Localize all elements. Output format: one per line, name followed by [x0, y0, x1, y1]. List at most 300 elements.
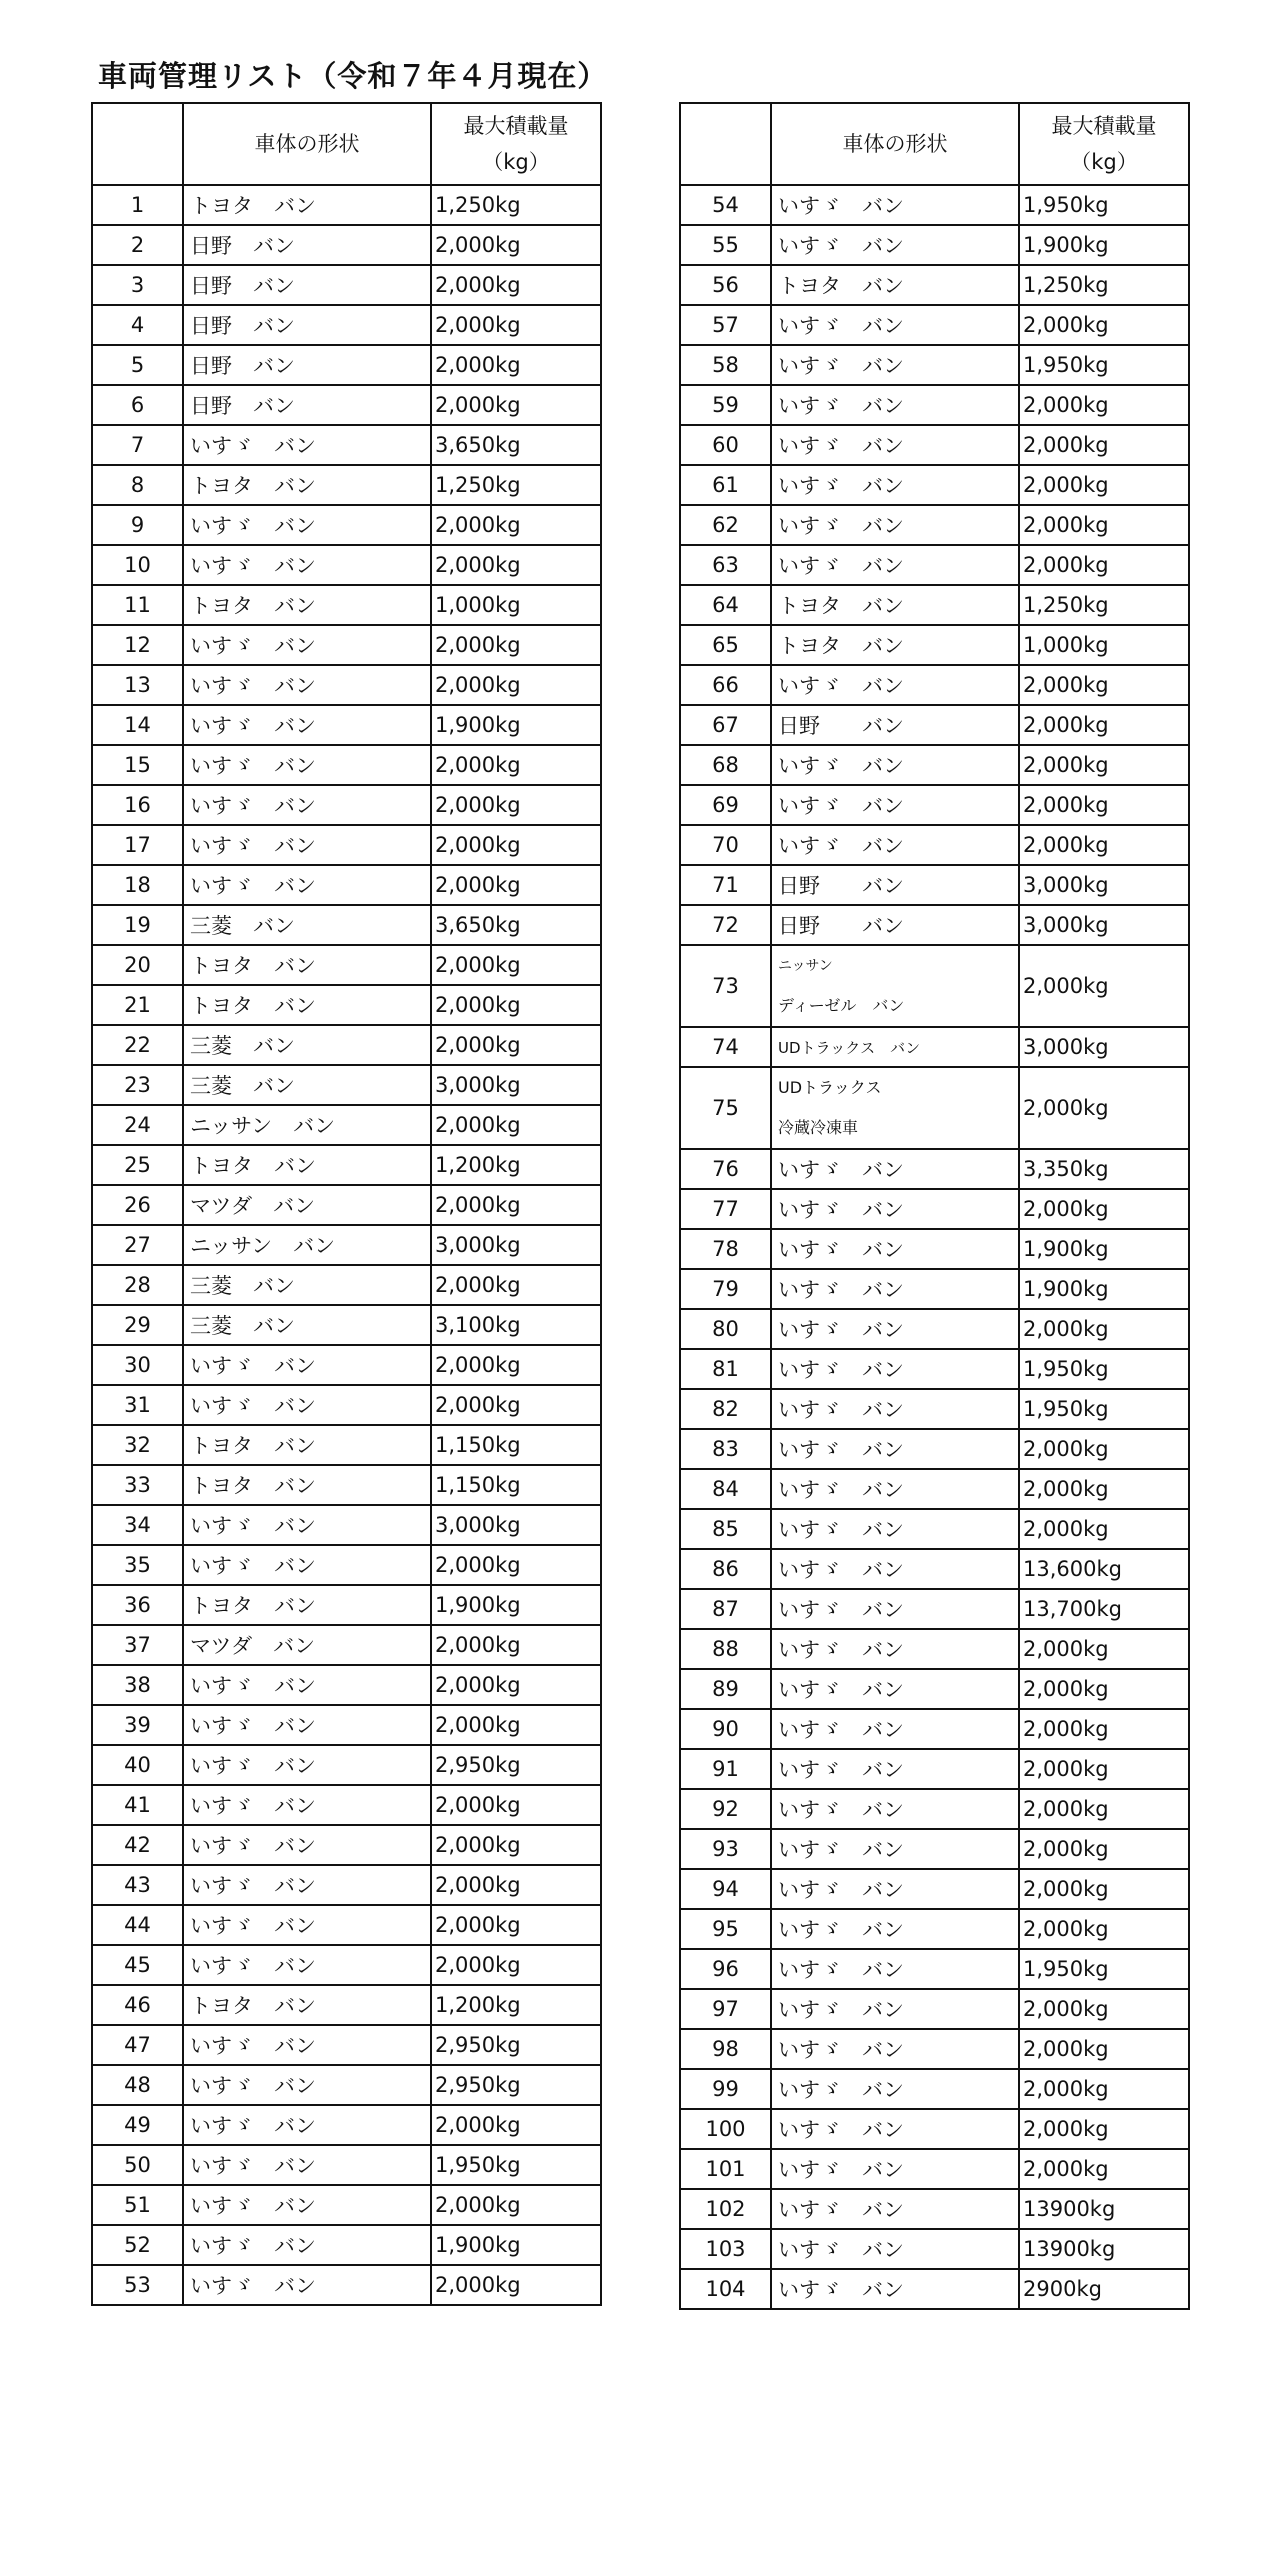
table-row	[680, 225, 1189, 265]
row-number: 42	[92, 1825, 183, 1865]
body-shape-cell: いすゞ バン	[771, 1189, 1019, 1229]
table-row	[92, 1425, 601, 1465]
table-row	[680, 1067, 1189, 1149]
max-load-cell: 1,250kg	[1019, 265, 1189, 305]
max-load-cell: 1,200kg	[431, 1985, 601, 2025]
row-number: 85	[680, 1509, 771, 1549]
max-load-cell: 2,000kg	[431, 2265, 601, 2305]
body-shape-cell: 三菱 バン	[183, 1305, 431, 1345]
table-row	[680, 385, 1189, 425]
max-load-cell: 2,000kg	[1019, 385, 1189, 425]
body-shape-cell: いすゞ バン	[771, 2149, 1019, 2189]
table-row	[680, 1949, 1189, 1989]
row-number: 71	[680, 865, 771, 905]
row-number: 101	[680, 2149, 771, 2189]
body-shape-cell: 日野 バン	[183, 265, 431, 305]
body-shape-cell: いすゞ バン	[771, 2069, 1019, 2109]
max-load-cell: 1,900kg	[1019, 1269, 1189, 1309]
table-row	[92, 1545, 601, 1585]
row-number: 99	[680, 2069, 771, 2109]
table-row	[680, 2269, 1189, 2309]
table-row	[92, 825, 601, 865]
table-row	[680, 1589, 1189, 1629]
max-load-cell: 2,000kg	[431, 1785, 601, 1825]
body-shape-cell: いすゞ バン	[183, 625, 431, 665]
max-load-cell: 2,000kg	[1019, 1469, 1189, 1509]
row-number: 60	[680, 425, 771, 465]
max-load-cell: 2,000kg	[431, 785, 601, 825]
table-row	[92, 345, 601, 385]
max-load-cell: 2,000kg	[1019, 1749, 1189, 1789]
body-shape-cell: 日野 バン	[183, 385, 431, 425]
body-shape-cell: 日野 バン	[183, 305, 431, 345]
row-number: 13	[92, 665, 183, 705]
max-load-cell: 13,600kg	[1019, 1549, 1189, 1589]
row-number: 30	[92, 1345, 183, 1385]
row-number: 76	[680, 1149, 771, 1189]
table-row	[680, 425, 1189, 465]
row-number: 22	[92, 1025, 183, 1065]
max-load-cell: 3,650kg	[431, 905, 601, 945]
body-shape-cell: いすゞ バン	[771, 425, 1019, 465]
table-row	[680, 905, 1189, 945]
body-shape-cell: トヨタ バン	[183, 1465, 431, 1505]
table-row	[92, 1265, 601, 1305]
table-row	[680, 745, 1189, 785]
table-row	[680, 1429, 1189, 1469]
body-shape-cell: いすゞ バン	[771, 1309, 1019, 1349]
body-shape-cell: いすゞ バン	[183, 2065, 431, 2105]
table-row	[680, 625, 1189, 665]
body-shape-cell: 日野 バン	[771, 705, 1019, 745]
table-row	[680, 1909, 1189, 1949]
row-number: 69	[680, 785, 771, 825]
table-row	[680, 1349, 1189, 1389]
max-load-cell: 2,000kg	[1019, 1989, 1189, 2029]
body-shape-cell: いすゞ バン	[771, 1149, 1019, 1189]
max-load-cell: 2,000kg	[431, 1945, 601, 1985]
row-number: 23	[92, 1065, 183, 1105]
row-number: 10	[92, 545, 183, 585]
table-row	[92, 1505, 601, 1545]
max-load-cell: 2,000kg	[431, 745, 601, 785]
table-row	[92, 1585, 601, 1625]
table-row	[680, 2029, 1189, 2069]
table-row	[92, 2265, 601, 2305]
max-load-cell: 2,000kg	[431, 1385, 601, 1425]
table-row	[680, 1269, 1189, 1309]
row-number: 73	[680, 945, 771, 1027]
body-shape-cell: 日野 バン	[771, 865, 1019, 905]
table-row	[680, 785, 1189, 825]
body-shape-line: ニッサン	[778, 958, 833, 974]
max-load-cell: 2,000kg	[1019, 785, 1189, 825]
row-number: 31	[92, 1385, 183, 1425]
max-load-cell: 1,950kg	[1019, 1949, 1189, 1989]
table-row	[92, 545, 601, 585]
body-shape-cell: いすゞ バン	[771, 345, 1019, 385]
body-shape-cell: 日野 バン	[183, 225, 431, 265]
table-row	[680, 1669, 1189, 1709]
body-shape-cell: いすゞ バン	[771, 2229, 1019, 2269]
table-row	[680, 1229, 1189, 1269]
max-load-cell: 1,150kg	[431, 1465, 601, 1505]
row-number: 3	[92, 265, 183, 305]
table-row	[92, 1185, 601, 1225]
table-row	[680, 1749, 1189, 1789]
body-shape-cell: ニッサン バン	[183, 1225, 431, 1265]
row-number: 5	[92, 345, 183, 385]
table-row	[680, 865, 1189, 905]
body-shape-cell: いすゞ バン	[771, 1869, 1019, 1909]
table-row	[92, 865, 601, 905]
row-number: 59	[680, 385, 771, 425]
table-row	[92, 945, 601, 985]
table-row	[92, 425, 601, 465]
body-shape-cell: 三菱 バン	[183, 1265, 431, 1305]
table-row	[680, 1309, 1189, 1349]
row-number: 93	[680, 1829, 771, 1869]
table-row	[680, 1469, 1189, 1509]
row-number: 17	[92, 825, 183, 865]
body-shape-cell: 日野 バン	[183, 345, 431, 385]
table-row	[92, 185, 601, 225]
body-shape-cell: いすゞ バン	[183, 1545, 431, 1585]
row-number: 95	[680, 1909, 771, 1949]
max-load-cell: 2,000kg	[1019, 825, 1189, 865]
row-number: 20	[92, 945, 183, 985]
max-load-cell: 2,000kg	[1019, 1869, 1189, 1909]
row-number: 33	[92, 1465, 183, 1505]
table-row	[92, 2025, 601, 2065]
table-row	[680, 1989, 1189, 2029]
max-load-cell: 13900kg	[1019, 2229, 1189, 2269]
body-shape-cell: いすゞ バン	[771, 1589, 1019, 1629]
body-shape-cell: 三菱 バン	[183, 1065, 431, 1105]
max-load-cell: 13,700kg	[1019, 1589, 1189, 1629]
table-row	[92, 2185, 601, 2225]
table-row	[680, 705, 1189, 745]
table-row	[680, 1869, 1189, 1909]
max-load-cell: 2900kg	[1019, 2269, 1189, 2309]
body-shape-cell: トヨタ バン	[771, 265, 1019, 305]
body-shape-cell: いすゞ バン	[771, 1909, 1019, 1949]
max-load-cell: 2,950kg	[431, 2065, 601, 2105]
table-row	[92, 385, 601, 425]
row-number: 87	[680, 1589, 771, 1629]
max-load-cell: 2,000kg	[1019, 1429, 1189, 1469]
row-number: 90	[680, 1709, 771, 1749]
body-shape-cell: いすゞ バン	[771, 665, 1019, 705]
row-number: 45	[92, 1945, 183, 1985]
row-number: 2	[92, 225, 183, 265]
row-number: 89	[680, 1669, 771, 1709]
row-number: 86	[680, 1549, 771, 1589]
row-number: 6	[92, 385, 183, 425]
row-number: 67	[680, 705, 771, 745]
row-number: 14	[92, 705, 183, 745]
max-load-cell: 2,000kg	[1019, 545, 1189, 585]
row-number: 51	[92, 2185, 183, 2225]
row-number: 98	[680, 2029, 771, 2069]
row-number: 7	[92, 425, 183, 465]
max-load-cell: 2,000kg	[431, 1705, 601, 1745]
body-shape-cell: いすゞ バン	[183, 1905, 431, 1945]
max-load-cell: 2,950kg	[431, 2025, 601, 2065]
max-load-cell: 2,000kg	[431, 865, 601, 905]
table-row	[680, 2149, 1189, 2189]
header-max-load-line2: （kg）	[1070, 150, 1138, 174]
vehicle-table-right	[679, 102, 1190, 2310]
row-number: 48	[92, 2065, 183, 2105]
max-load-cell: 2,000kg	[431, 1825, 601, 1865]
body-shape-cell: いすゞ バン	[183, 2265, 431, 2305]
body-shape-line: UDトラックス	[778, 1078, 882, 1097]
row-number: 77	[680, 1189, 771, 1229]
max-load-cell: 1,900kg	[431, 1585, 601, 1625]
max-load-cell: 1,900kg	[1019, 1229, 1189, 1269]
body-shape-cell: いすゞ バン	[183, 745, 431, 785]
body-shape-cell: トヨタ バン	[183, 945, 431, 985]
table-row	[680, 465, 1189, 505]
body-shape-cell: トヨタ バン	[183, 465, 431, 505]
max-load-cell: 2,950kg	[431, 1745, 601, 1785]
max-load-cell: 1,900kg	[1019, 225, 1189, 265]
table-row	[680, 185, 1189, 225]
table-row	[680, 2069, 1189, 2109]
table-row	[680, 545, 1189, 585]
max-load-cell: 2,000kg	[1019, 1509, 1189, 1549]
max-load-cell: 1,950kg	[1019, 345, 1189, 385]
table-row	[680, 665, 1189, 705]
max-load-cell: 2,000kg	[1019, 425, 1189, 465]
table-row	[92, 1785, 601, 1825]
table-row	[92, 1665, 601, 1705]
row-number: 80	[680, 1309, 771, 1349]
body-shape-cell: いすゞ バン	[183, 1785, 431, 1825]
body-shape-cell: いすゞ バン	[183, 785, 431, 825]
row-number: 52	[92, 2225, 183, 2265]
body-shape-cell: トヨタ バン	[183, 1985, 431, 2025]
max-load-cell: 3,100kg	[431, 1305, 601, 1345]
body-shape-cell: いすゞ バン	[183, 2225, 431, 2265]
table-row	[92, 1025, 601, 1065]
row-number: 78	[680, 1229, 771, 1269]
vehicle-table-left	[91, 102, 602, 2306]
body-shape-cell: いすゞ バン	[771, 225, 1019, 265]
row-number: 50	[92, 2145, 183, 2185]
body-shape-cell: トヨタ バン	[183, 985, 431, 1025]
row-number: 37	[92, 1625, 183, 1665]
body-shape-cell: いすゞ バン	[183, 545, 431, 585]
body-shape-cell: いすゞ バン	[771, 1269, 1019, 1309]
max-load-cell: 2,000kg	[1019, 1909, 1189, 1949]
table-body-left	[92, 185, 601, 2305]
body-shape-cell: いすゞ バン	[771, 1749, 1019, 1789]
table-row	[92, 745, 601, 785]
max-load-cell: 1,950kg	[1019, 1389, 1189, 1429]
table-row	[680, 1629, 1189, 1669]
row-number: 4	[92, 305, 183, 345]
row-number: 43	[92, 1865, 183, 1905]
table-row	[680, 1189, 1189, 1229]
header-max-load	[431, 103, 601, 185]
max-load-cell: 2,000kg	[431, 2185, 601, 2225]
row-number: 65	[680, 625, 771, 665]
body-shape-cell: いすゞ バン	[771, 1629, 1019, 1669]
row-number: 92	[680, 1789, 771, 1829]
table-row	[92, 265, 601, 305]
table-row	[92, 1065, 601, 1105]
row-number: 55	[680, 225, 771, 265]
max-load-cell: 2,000kg	[431, 1265, 601, 1305]
header-max-load-line2: （kg）	[482, 150, 550, 174]
table-body-right	[680, 185, 1189, 2309]
body-shape-cell: いすゞ バン	[183, 2185, 431, 2225]
max-load-cell: 3,000kg	[431, 1065, 601, 1105]
max-load-cell: 2,000kg	[431, 305, 601, 345]
body-shape-cell: トヨタ バン	[771, 585, 1019, 625]
body-shape-cell: いすゞ バン	[771, 1349, 1019, 1389]
row-number: 24	[92, 1105, 183, 1145]
row-number: 18	[92, 865, 183, 905]
max-load-cell: 2,000kg	[431, 1545, 601, 1585]
table-row	[92, 225, 601, 265]
row-number: 9	[92, 505, 183, 545]
table-row	[92, 1305, 601, 1345]
row-number: 72	[680, 905, 771, 945]
table-row	[680, 265, 1189, 305]
table-row	[92, 1825, 601, 1865]
row-number: 88	[680, 1629, 771, 1669]
body-shape-cell: いすゞ バン	[771, 825, 1019, 865]
body-shape-cell: いすゞ バン	[183, 865, 431, 905]
table-row	[680, 1789, 1189, 1829]
table-row	[680, 585, 1189, 625]
max-load-cell: 2,000kg	[431, 385, 601, 425]
header-max-load	[1019, 103, 1189, 185]
body-shape-cell: いすゞ バン	[183, 665, 431, 705]
row-number: 39	[92, 1705, 183, 1745]
body-shape-cell: いすゞ バン	[771, 2109, 1019, 2149]
table-row	[92, 1865, 601, 1905]
row-number: 70	[680, 825, 771, 865]
table-header-row	[92, 103, 601, 185]
max-load-cell: 2,000kg	[1019, 705, 1189, 745]
body-shape-cell: いすゞ バン	[771, 465, 1019, 505]
body-shape-cell: トヨタ バン	[771, 625, 1019, 665]
table-row	[92, 1905, 601, 1945]
max-load-cell: 2,000kg	[431, 625, 601, 665]
body-shape-cell: トヨタ バン	[183, 1425, 431, 1465]
table-header-row	[680, 103, 1189, 185]
body-shape-cell: いすゞ バン	[771, 545, 1019, 585]
row-number: 102	[680, 2189, 771, 2229]
body-shape-cell	[771, 945, 1019, 1027]
table-row	[92, 1945, 601, 1985]
max-load-cell: 3,350kg	[1019, 1149, 1189, 1189]
table-row	[680, 305, 1189, 345]
body-shape-cell: 三菱 バン	[183, 905, 431, 945]
table-row	[680, 345, 1189, 385]
max-load-cell: 2,000kg	[1019, 305, 1189, 345]
row-number: 64	[680, 585, 771, 625]
max-load-cell: 2,000kg	[1019, 2069, 1189, 2109]
max-load-cell: 2,000kg	[1019, 2029, 1189, 2069]
row-number: 44	[92, 1905, 183, 1945]
body-shape-cell: いすゞ バン	[183, 2145, 431, 2185]
max-load-cell: 2,000kg	[431, 1665, 601, 1705]
row-number: 41	[92, 1785, 183, 1825]
max-load-cell: 2,000kg	[1019, 1709, 1189, 1749]
max-load-cell: 2,000kg	[1019, 465, 1189, 505]
body-shape-cell: いすゞ バン	[771, 1789, 1019, 1829]
table-row	[680, 2109, 1189, 2149]
max-load-cell: 2,000kg	[431, 1185, 601, 1225]
body-shape-cell: いすゞ バン	[771, 1429, 1019, 1469]
row-number: 61	[680, 465, 771, 505]
body-shape-cell: いすゞ バン	[771, 1709, 1019, 1749]
row-number: 100	[680, 2109, 771, 2149]
body-shape-cell: いすゞ バン	[183, 1745, 431, 1785]
body-shape-cell: いすゞ バン	[183, 2025, 431, 2065]
table-row	[92, 665, 601, 705]
body-shape-cell	[771, 1067, 1019, 1149]
table-row	[92, 1345, 601, 1385]
row-number: 57	[680, 305, 771, 345]
body-shape-cell: いすゞ バン	[771, 785, 1019, 825]
max-load-cell: 2,000kg	[431, 1105, 601, 1145]
row-number: 91	[680, 1749, 771, 1789]
table-row	[92, 1705, 601, 1745]
max-load-cell: 2,000kg	[431, 505, 601, 545]
row-number: 27	[92, 1225, 183, 1265]
body-shape-cell: いすゞ バン	[183, 1345, 431, 1385]
table-row	[92, 305, 601, 345]
row-number: 47	[92, 2025, 183, 2065]
max-load-cell: 3,000kg	[1019, 1027, 1189, 1067]
body-shape-cell: いすゞ バン	[183, 705, 431, 745]
table-row	[680, 2229, 1189, 2269]
table-row	[680, 1149, 1189, 1189]
row-number: 11	[92, 585, 183, 625]
max-load-cell: 1,200kg	[431, 1145, 601, 1185]
max-load-cell: 13900kg	[1019, 2189, 1189, 2229]
table-row	[680, 1027, 1189, 1067]
body-shape-cell: いすゞ バン	[183, 825, 431, 865]
max-load-cell: 2,000kg	[431, 265, 601, 305]
row-number: 54	[680, 185, 771, 225]
row-number: 58	[680, 345, 771, 385]
body-shape-cell: いすゞ バン	[183, 1705, 431, 1745]
max-load-cell: 3,000kg	[431, 1225, 601, 1265]
body-shape-cell: いすゞ バン	[771, 505, 1019, 545]
body-shape-line: ディーゼル バン	[778, 996, 905, 1015]
table-row	[92, 905, 601, 945]
header-body-shape: 車体の形状	[771, 103, 1019, 185]
max-load-cell: 1,950kg	[1019, 1349, 1189, 1389]
table-row	[680, 505, 1189, 545]
row-number: 97	[680, 1989, 771, 2029]
document-title: 車両管理リスト（令和７年４月現在）	[98, 59, 608, 93]
max-load-cell: 2,000kg	[1019, 665, 1189, 705]
body-shape-cell: いすゞ バン	[771, 385, 1019, 425]
max-load-cell: 1,150kg	[431, 1425, 601, 1465]
max-load-cell: 2,000kg	[1019, 1309, 1189, 1349]
body-shape-cell: いすゞ バン	[771, 1229, 1019, 1269]
max-load-cell: 2,000kg	[1019, 745, 1189, 785]
body-shape-cell: いすゞ バン	[771, 2189, 1019, 2229]
